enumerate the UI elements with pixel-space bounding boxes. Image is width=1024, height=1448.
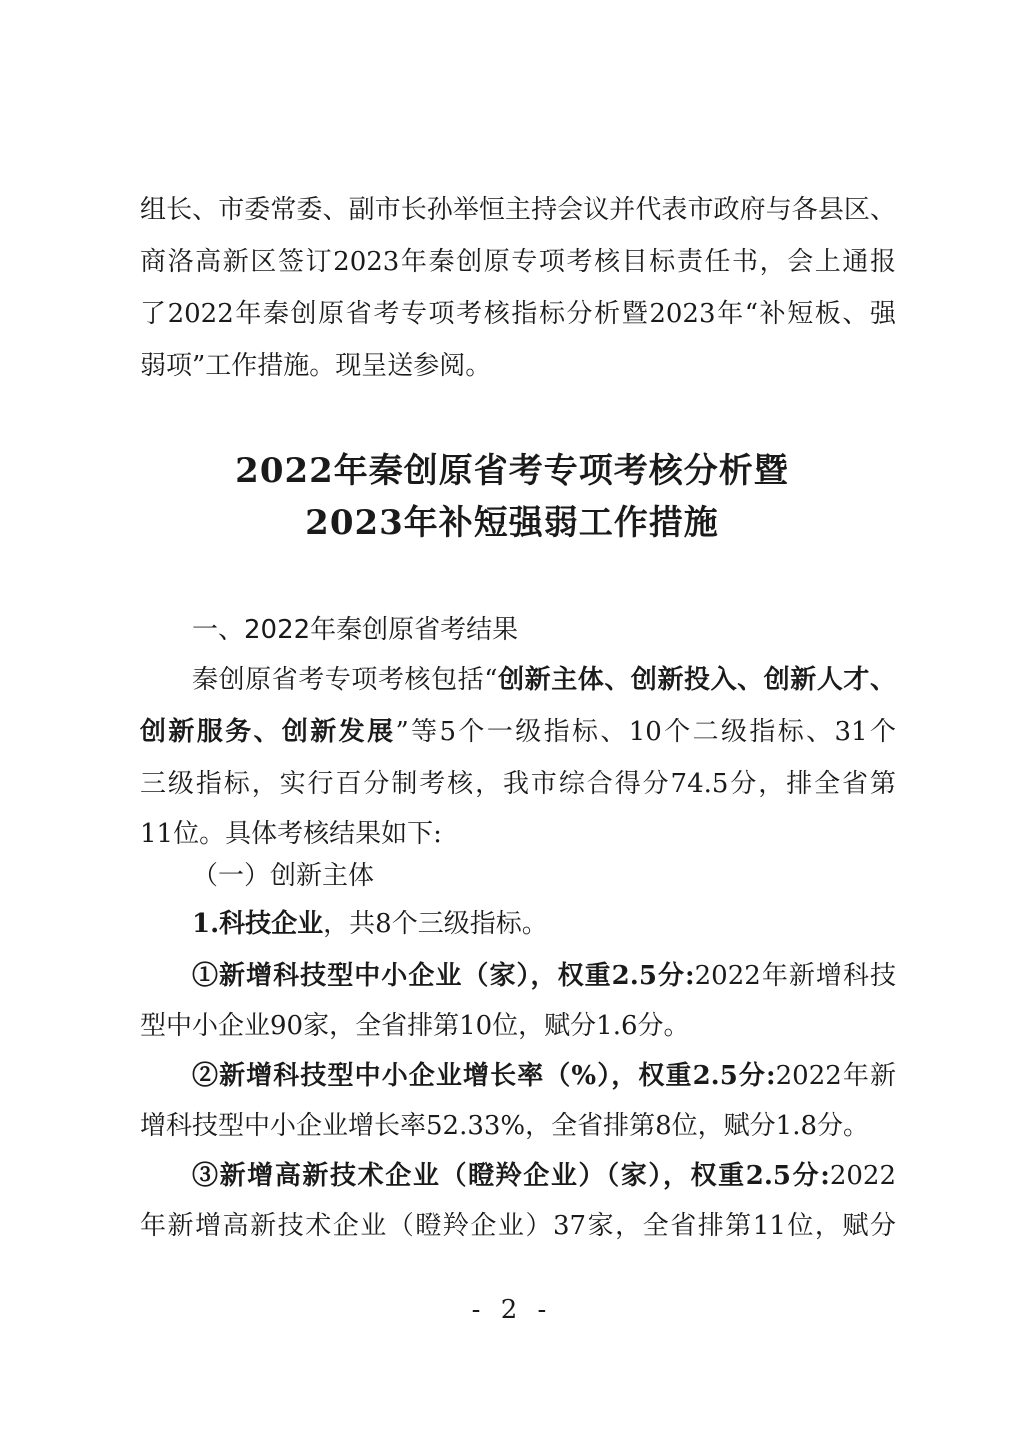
metric-text: 2022 [829, 1161, 896, 1191]
metric-3-line-1 [192, 1156, 896, 1196]
page-number: - 2 - [471, 1295, 553, 1325]
metric-1-line-2: 型中小企业90家，全省排第10位，赋分1.6分。 [140, 1011, 690, 1041]
section1-para-line-1 [192, 660, 896, 700]
subsection-heading-1: （一）创新主体 [192, 861, 375, 891]
metric-bold-text: ②新增科技型中小企业增长率（%），权重2.5分: [192, 1061, 776, 1091]
section-heading-1: 一、2022年秦创原省考结果 [192, 615, 519, 645]
document-title-line-2: 2023年补短强弱工作措施 [305, 503, 719, 543]
metric-bold-text: ③新增高新技术企业（瞪羚企业）（家），权重2.5分: [192, 1161, 830, 1191]
para-text: ”等5个一级指标、10个二级指标、31个 [395, 717, 896, 747]
metric-2-line-1 [192, 1056, 896, 1096]
item-bold-text: 1.科技企业 [192, 909, 324, 939]
section1-para-line-2 [140, 712, 896, 752]
metric-text: 2022年新增科技 [694, 961, 896, 991]
para-text: 秦创原省考专项考核包括“ [192, 665, 498, 695]
metric-2-line-2: 增科技型中小企业增长率52.33%，全省排第8位，赋分1.8分。 [140, 1111, 870, 1141]
section1-para-line-4: 11位。具体考核结果如下: [140, 819, 442, 849]
para-bold-text: 创新服务、创新发展 [140, 717, 396, 747]
section1-para-line-3: 三级指标，实行百分制考核，我市综合得分74.5分，排全省第 [140, 769, 896, 799]
item-1-line [192, 904, 896, 944]
document-title-line-1: 2022年秦创原省考专项考核分析暨 [235, 451, 789, 491]
item-text: ，共8个三级指标。 [323, 909, 548, 939]
metric-3-line-2: 年新增高新技术企业（瞪羚企业）37家，全省排第11位，赋分 [140, 1211, 896, 1241]
metric-text: 2022年新 [775, 1061, 896, 1091]
intro-line-2: 商洛高新区签订2023年秦创原专项考核目标责任书，会上通报 [140, 247, 896, 277]
para-bold-text: 创新主体、创新投入、创新人才、 [497, 665, 896, 695]
metric-bold-text: ①新增科技型中小企业（家），权重2.5分: [192, 961, 695, 991]
intro-line-3: 了2022年秦创原省考专项考核指标分析暨2023年“补短板、强 [140, 299, 896, 329]
metric-1-line-1 [192, 956, 896, 996]
intro-line-1: 组长、市委常委、副市长孙举恒主持会议并代表市政府与各县区、 [140, 195, 896, 225]
intro-line-4: 弱项”工作措施。现呈送参阅。 [140, 351, 492, 381]
